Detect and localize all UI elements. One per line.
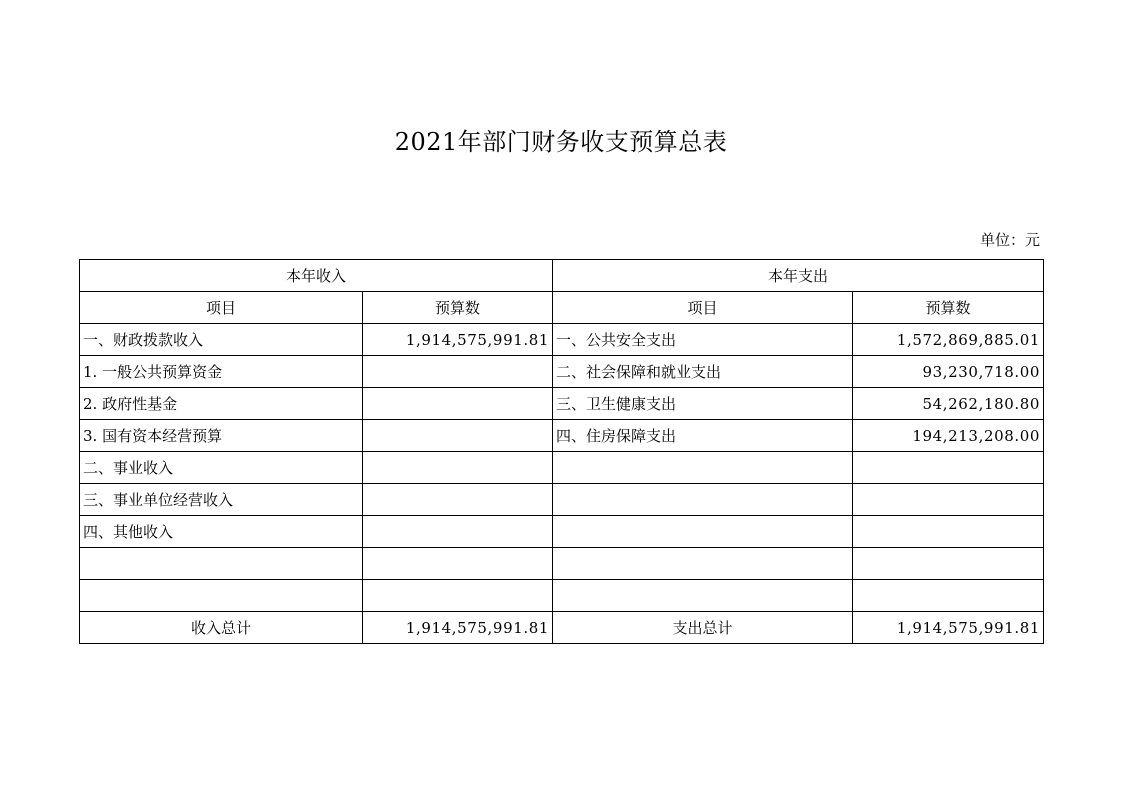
income-section-header: 本年收入 [80, 260, 553, 292]
income-budget-header: 预算数 [363, 292, 553, 324]
table-row [80, 324, 1044, 356]
expense-item-cell [553, 548, 853, 580]
expense-item-cell: 一、公共安全支出 [553, 324, 853, 356]
expense-amount-cell: 1,572,869,885.01 [853, 324, 1044, 356]
income-item-cell: 1. 一般公共预算资金 [80, 356, 363, 388]
table-row [80, 388, 1044, 420]
income-item-cell: 2. 政府性基金 [80, 388, 363, 420]
income-item-cell [80, 580, 363, 612]
income-item-cell: 一、财政拨款收入 [80, 324, 363, 356]
income-amount-cell: 1,914,575,991.81 [363, 324, 553, 356]
expense-item-header: 项目 [553, 292, 853, 324]
column-header-row [80, 292, 1044, 324]
expense-amount-cell: 54,262,180.80 [853, 388, 1044, 420]
income-item-cell: 二、事业收入 [80, 452, 363, 484]
expense-total-amount: 1,914,575,991.81 [853, 612, 1044, 644]
expense-amount-cell [853, 548, 1044, 580]
income-amount-cell [363, 420, 553, 452]
expense-item-cell [553, 452, 853, 484]
section-header-row [80, 260, 1044, 292]
table-row [80, 548, 1044, 580]
expense-total-label: 支出总计 [553, 612, 853, 644]
page-title: 2021年部门财务收支预算总表 [394, 128, 728, 156]
income-amount-cell [363, 452, 553, 484]
expense-budget-header: 预算数 [853, 292, 1044, 324]
expense-item-cell [553, 580, 853, 612]
income-amount-cell [363, 548, 553, 580]
table-row [80, 516, 1044, 548]
income-amount-cell [363, 516, 553, 548]
budget-summary-table [79, 259, 1044, 644]
income-item-cell [80, 548, 363, 580]
income-item-cell: 三、事业单位经营收入 [80, 484, 363, 516]
expense-amount-cell: 194,213,208.00 [853, 420, 1044, 452]
expense-item-cell [553, 516, 853, 548]
table-row [80, 420, 1044, 452]
table-row [80, 484, 1044, 516]
expense-item-cell: 三、卫生健康支出 [553, 388, 853, 420]
expense-section-header: 本年支出 [553, 260, 1044, 292]
unit-label: 单位：元 [979, 231, 1040, 249]
income-item-cell: 3. 国有资本经营预算 [80, 420, 363, 452]
expense-amount-cell: 93,230,718.00 [853, 356, 1044, 388]
income-amount-cell [363, 388, 553, 420]
expense-amount-cell [853, 580, 1044, 612]
income-item-cell: 四、其他收入 [80, 516, 363, 548]
totals-row [80, 612, 1044, 644]
table-row [80, 452, 1044, 484]
expense-item-cell: 四、住房保障支出 [553, 420, 853, 452]
expense-amount-cell [853, 516, 1044, 548]
income-total-amount: 1,914,575,991.81 [363, 612, 553, 644]
income-item-header: 项目 [80, 292, 363, 324]
table-row [80, 580, 1044, 612]
income-amount-cell [363, 356, 553, 388]
income-total-label: 收入总计 [80, 612, 363, 644]
expense-item-cell [553, 484, 853, 516]
expense-item-cell: 二、社会保障和就业支出 [553, 356, 853, 388]
table-row [80, 356, 1044, 388]
income-amount-cell [363, 484, 553, 516]
expense-amount-cell [853, 484, 1044, 516]
income-amount-cell [363, 580, 553, 612]
expense-amount-cell [853, 452, 1044, 484]
